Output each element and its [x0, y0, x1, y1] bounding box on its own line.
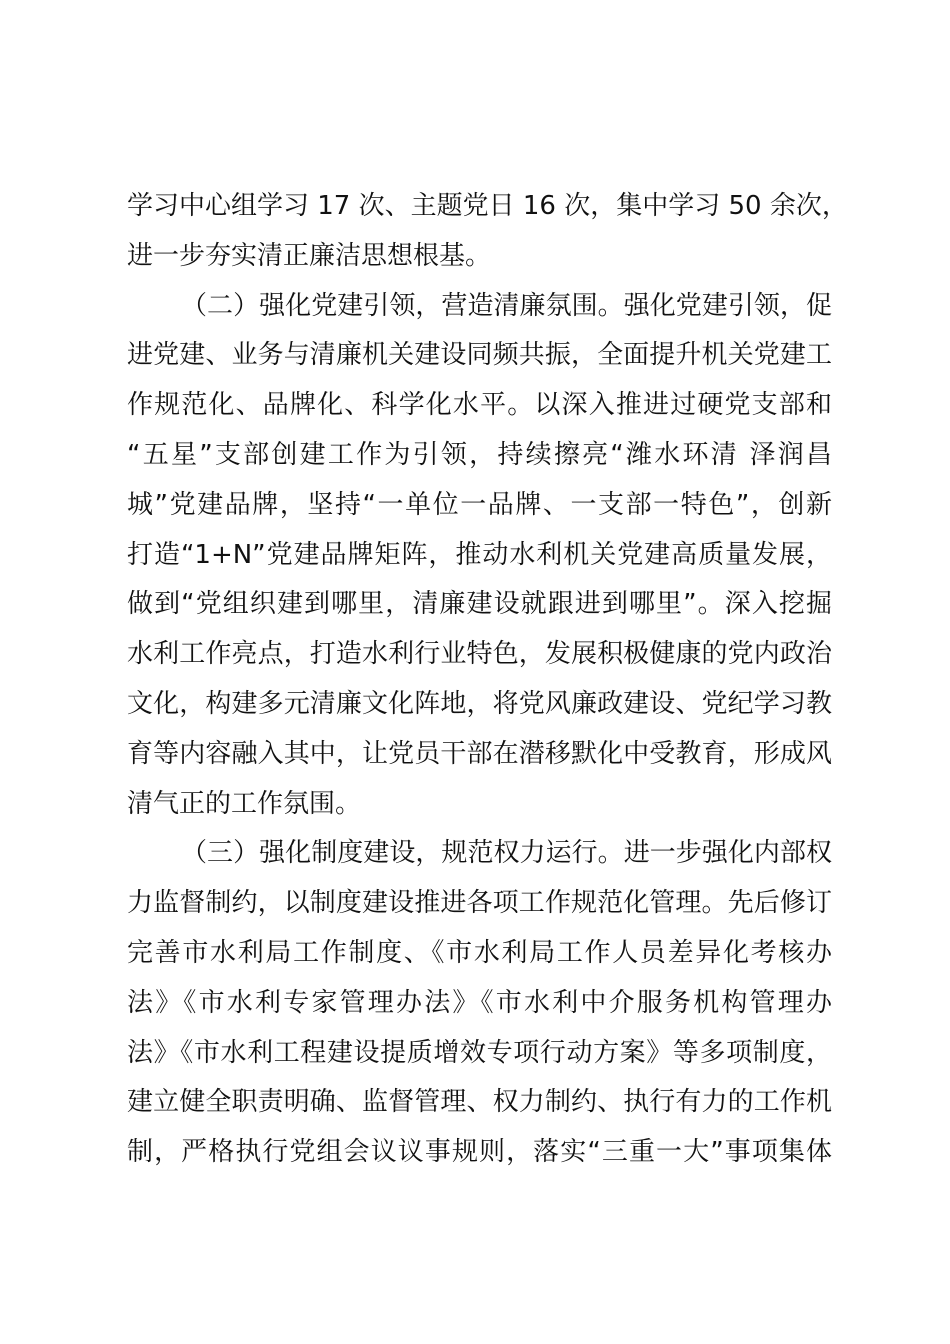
text-line: 作规范化、品牌化、科学化水平。以深入推进过硬党支部和: [127, 390, 832, 421]
text-line: 制，严格执行党组会议议事规则，落实“三重一大”事项集体: [127, 1137, 832, 1168]
document-body: [127, 182, 848, 1178]
text-line: 建立健全职责明确、监督管理、权力制约、执行有力的工作机: [127, 1087, 832, 1118]
text-line: 水利工作亮点，打造水利行业特色，发展积极健康的党内政治: [127, 639, 832, 670]
text-line: 文化，构建多元清廉文化阵地，将党风廉政建设、党纪学习教: [127, 688, 832, 719]
text-line: 清气正的工作氛围。: [127, 788, 362, 819]
text-line: 打造“1+N”党建品牌矩阵，推动水利机关党建高质量发展，: [127, 539, 832, 570]
text-line: “五星”支部创建工作为引领，持续擦亮“潍水环清 泽润昌: [127, 439, 832, 470]
paragraph-heading-line: （三）强化制度建设，规范权力运行。进一步强化内部权: [181, 838, 832, 869]
text-line: 育等内容融入其中，让党员干部在潜移默化中受教育，形成风: [127, 738, 832, 769]
text-line: 城”党建品牌，坚持“一单位一品牌、一支部一特色”，创新: [127, 489, 832, 520]
text-line: 法》《市水利工程建设提质增效专项行动方案》等多项制度，: [127, 1037, 832, 1068]
text-line: 完善市水利局工作制度、《市水利局工作人员差异化考核办: [127, 937, 832, 968]
paragraph-heading-line: （二）强化党建引领，营造清廉氛围。强化党建引领，促: [181, 290, 832, 321]
text-line: 法》《市水利专家管理办法》《市水利中介服务机构管理办: [127, 987, 832, 1018]
text-line: 力监督制约，以制度建设推进各项工作规范化管理。先后修订: [127, 888, 832, 919]
text-line: 学习中心组学习 17 次、主题党日 16 次，集中学习 50 余次，: [127, 191, 848, 221]
text-line: 进党建、业务与清廉机关建设同频共振，全面提升机关党建工: [127, 340, 832, 371]
text-line: 进一步夯实清正廉洁思想根基。: [127, 240, 492, 271]
text-line: 做到“党组织建到哪里，清廉建设就跟进到哪里”。深入挖掘: [127, 589, 832, 620]
